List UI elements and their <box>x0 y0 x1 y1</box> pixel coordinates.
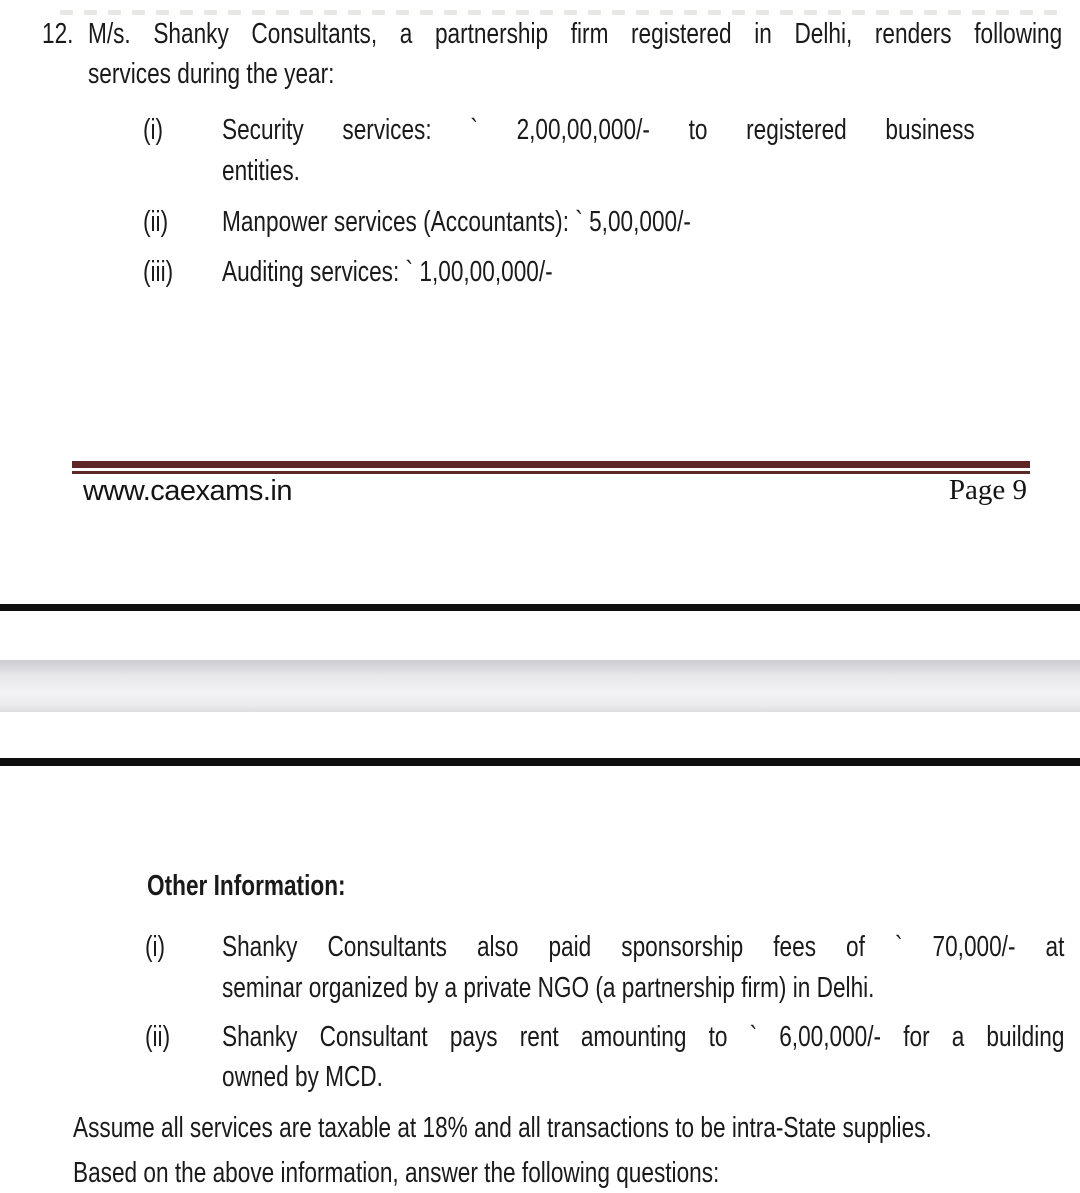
other-info-rent-line-2: owned by MCD. <box>222 1061 383 1093</box>
list-marker: (i) <box>145 931 166 963</box>
question-number: 12. <box>42 18 74 50</box>
list-marker: (i) <box>143 114 164 146</box>
list-marker: (ii) <box>145 1021 171 1053</box>
question-intro-line-1: M/s. Shanky Consultants, a partnership firm registered in Delhi, renders following <box>88 18 1063 50</box>
other-info-rent-line-1: Shanky Consultant pays rent amounting to ` 6,00,000/- for a building <box>222 1021 1065 1053</box>
other-info-sponsorship-line-1: Shanky Consultants also paid sponsorship fees of ` 70,000/- at <box>222 931 1065 963</box>
question-intro-line-2: services during the year: <box>88 58 335 90</box>
next-page-top-border <box>0 758 1080 766</box>
clipped-bottom-line: Based on the above information, answer the following questions: <box>73 1157 720 1189</box>
assumption-line: Assume all services are taxable at 18% and all transactions to be intra-State supplies. <box>73 1112 932 1144</box>
page-gap-separator <box>0 660 1080 712</box>
list-marker: (ii) <box>143 206 169 238</box>
other-information-heading: Other Information: <box>147 870 346 902</box>
other-info-sponsorship-line-2: seminar organized by a private NGO (a partnership firm) in Delhi. <box>222 972 875 1004</box>
service-item-security-line-1: Security services: ` 2,00,00,000/- to registered business <box>222 114 975 146</box>
service-item-auditing: Auditing services: ` 1,00,00,000/- <box>222 256 553 288</box>
list-marker: (iii) <box>143 256 174 288</box>
footer-divider-rule <box>72 461 1030 474</box>
service-item-security-line-2: entities. <box>222 155 300 187</box>
service-item-manpower: Manpower services (Accountants): ` 5,00,000/- <box>222 206 691 238</box>
footer-website-text: www.caexams.in <box>83 475 292 507</box>
footer-page-number: Page 9 <box>948 474 1027 506</box>
page-bottom-border <box>0 604 1080 611</box>
